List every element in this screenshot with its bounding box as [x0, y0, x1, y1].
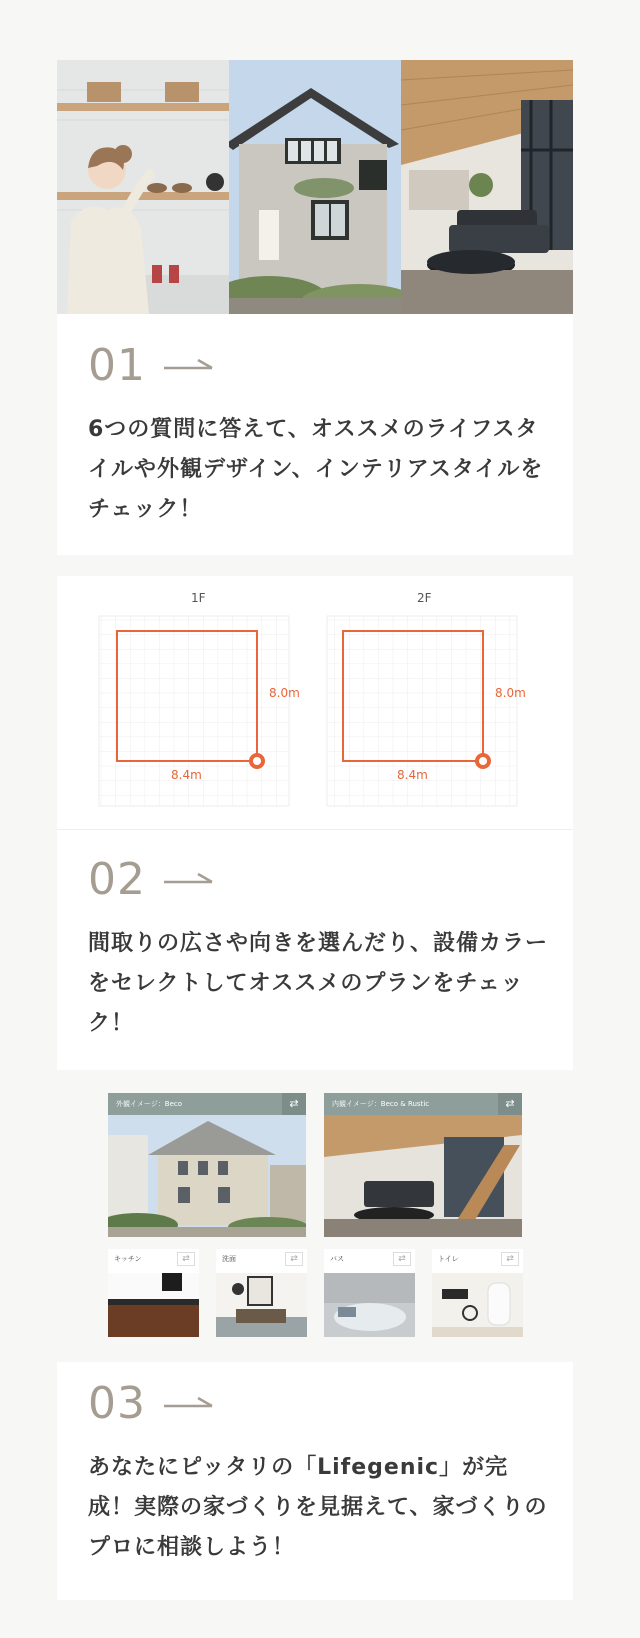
- step-number-label: 03: [88, 1377, 146, 1429]
- arrow-right-icon: [162, 1394, 216, 1412]
- washroom-option-label: 洗面: [222, 1255, 236, 1263]
- step-number-label: 02: [88, 853, 146, 905]
- step-card-1: [57, 60, 573, 555]
- interior-panel-title: 内観イメージ：Beco & Rustic: [332, 1100, 430, 1108]
- step-2-content: [88, 854, 548, 1044]
- bath-option-image: [324, 1273, 415, 1337]
- washroom-option-image: [216, 1273, 307, 1337]
- floor-label-2f: 2F: [417, 591, 432, 605]
- exterior-image-panel: [108, 1093, 306, 1237]
- house-exterior-photo: [229, 60, 401, 314]
- step-number-label: 01: [88, 339, 146, 391]
- plan-2f-height: 8.0m: [495, 686, 526, 700]
- step-2-description: 間取りの広さや向きを選んだり、設備カラーをセレクトしてオススメのプランをチェック！: [88, 931, 549, 1036]
- washroom-option-panel[interactable]: [216, 1249, 307, 1337]
- kitchen-option-label: キッチン: [114, 1255, 142, 1263]
- resize-handle-icon: [477, 755, 489, 767]
- plan-1f-height: 8.0m: [269, 686, 300, 700]
- living-interior-photo: [401, 60, 573, 314]
- toilet-option-panel[interactable]: [432, 1249, 523, 1337]
- swap-icon[interactable]: ⇄: [501, 1252, 519, 1266]
- swap-icon[interactable]: ⇄: [177, 1252, 195, 1266]
- interior-living-image: [324, 1115, 522, 1237]
- kitchen-lifestyle-photo: [57, 60, 229, 314]
- simulation-result-preview: [57, 1086, 573, 1362]
- step-3-description: あなたにピッタリの「Lifegenic」が完成！実際の家づくりを見据えて、家づくりのプロに相談しよう！: [88, 1455, 548, 1560]
- plan-1f-width: 8.4m: [171, 768, 202, 782]
- step-number-01: [88, 340, 548, 390]
- kitchen-option-panel[interactable]: [108, 1249, 199, 1337]
- hero-photo-strip: [57, 60, 573, 314]
- exterior-panel-title: 外観イメージ：Beco: [116, 1100, 183, 1108]
- swap-icon[interactable]: ⇄: [282, 1093, 306, 1115]
- floor-label-1f: 1F: [191, 591, 206, 605]
- arrow-right-icon: [162, 356, 216, 374]
- toilet-option-label: トイレ: [438, 1255, 459, 1263]
- resize-handle-icon: [251, 755, 263, 767]
- arrow-right-icon: [162, 870, 216, 888]
- toilet-option-image: [432, 1273, 523, 1337]
- floor-plan-graphic: [57, 576, 573, 830]
- exterior-panel-header: [108, 1093, 306, 1115]
- step-3-content: [88, 1378, 548, 1568]
- step-1-content: [88, 340, 548, 530]
- step-card-2: [57, 576, 573, 1070]
- floor-plan-preview: [57, 576, 573, 830]
- exterior-house-image: [108, 1115, 306, 1237]
- kitchen-option-image: [108, 1273, 199, 1337]
- swap-icon[interactable]: ⇄: [498, 1093, 522, 1115]
- step-1-description: 6つの質問に答えて、オススメのライフスタイルや外観デザイン、インテリアスタイルをチェック！: [88, 417, 544, 522]
- interior-panel-header: [324, 1093, 522, 1115]
- bath-option-panel[interactable]: [324, 1249, 415, 1337]
- interior-image-panel: [324, 1093, 522, 1237]
- step-card-3: [57, 1086, 573, 1600]
- swap-icon[interactable]: ⇄: [285, 1252, 303, 1266]
- step-number-03: [88, 1378, 548, 1428]
- plan-2f-width: 8.4m: [397, 768, 428, 782]
- swap-icon[interactable]: ⇄: [393, 1252, 411, 1266]
- step-number-02: [88, 854, 548, 904]
- bath-option-label: バス: [330, 1255, 344, 1263]
